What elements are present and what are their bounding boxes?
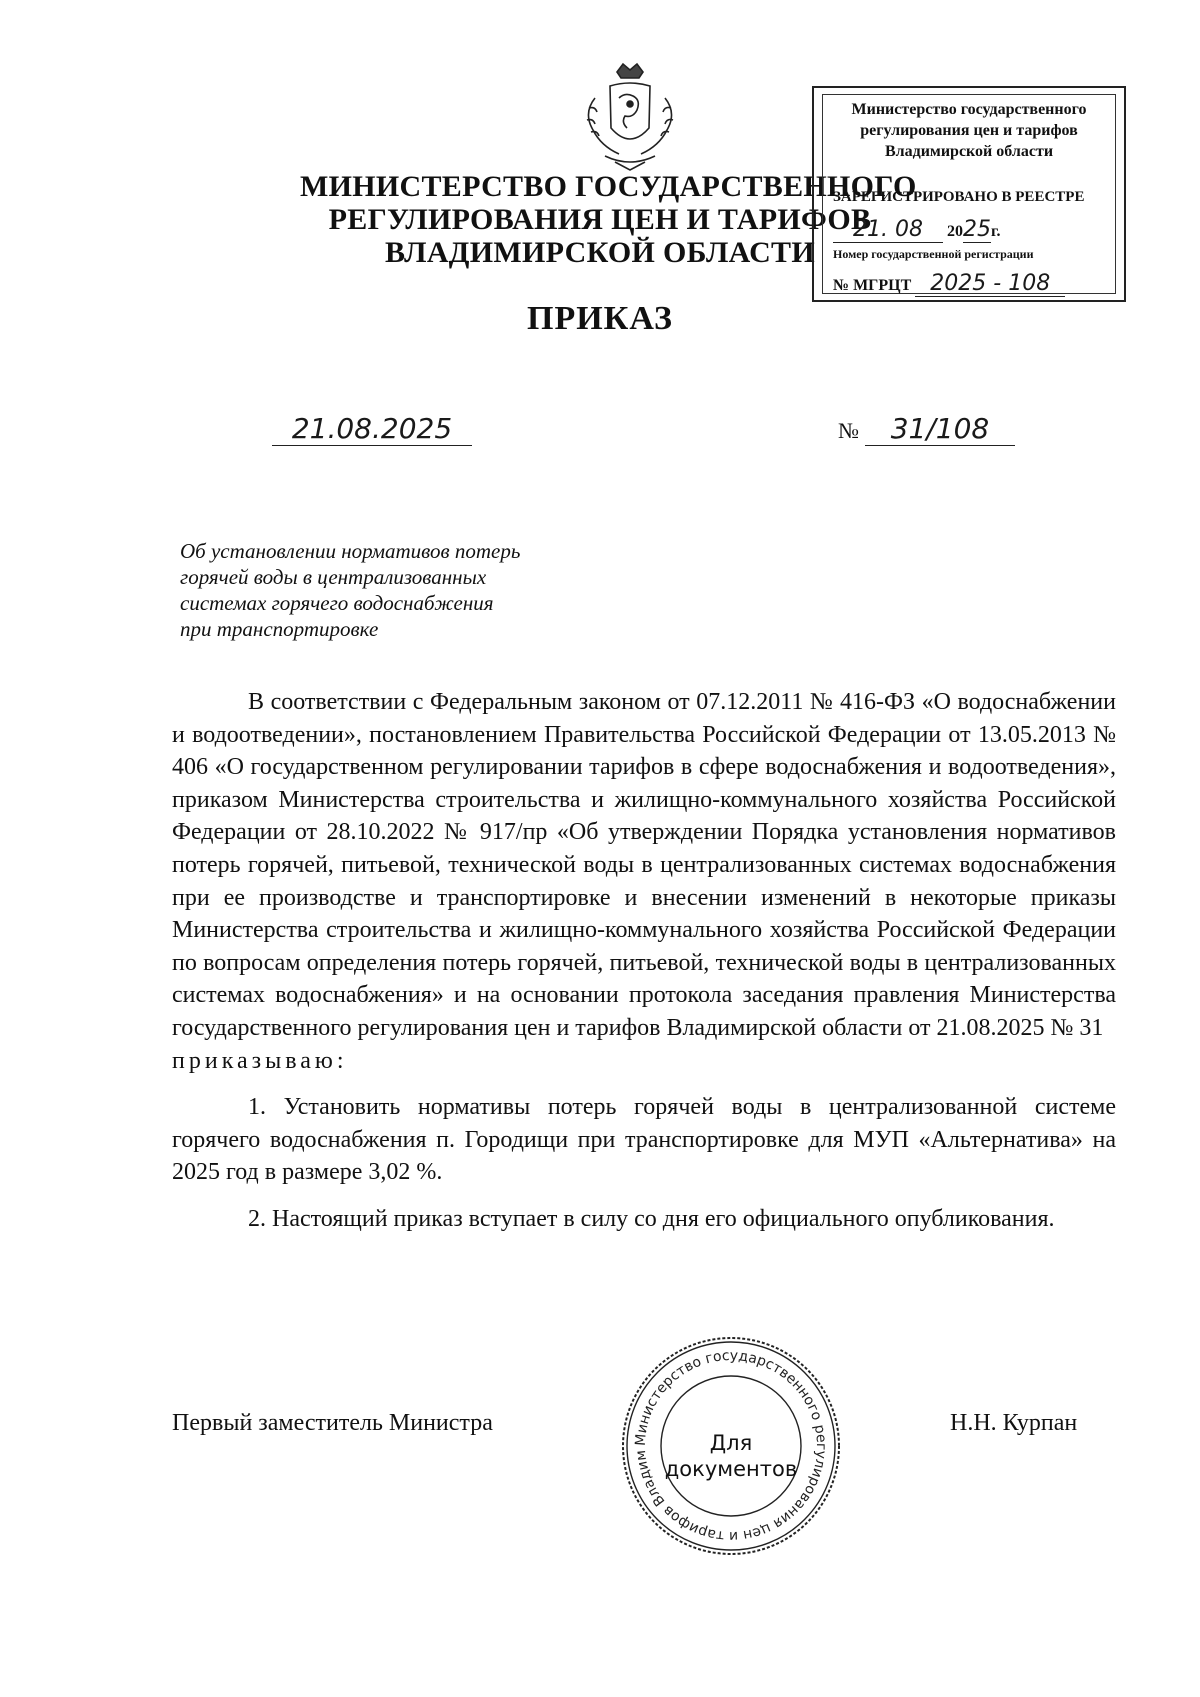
preamble-paragraph: В соответствии с Федеральным законом от 07.12.2011 № 416-ФЗ «О водоснабжении и водоотведении», постановлением Правительства Российской Федерации от 13.05.2013 № 406 «О государственном регулировании тарифов в сфере водоснабжения и водоотведения», приказом Министерства строительства и жилищно-коммунального хозяйства Российской Федерации от 28.10.2022 № 917/пр «Об утверждении Порядка установления нормативов потерь горячей, питьевой, технической воды в централизованных системах водоснабжения при ее производстве и транспортировке и внесении изменений в некоторые приказы Министерства строительства и жилищно-коммунального хозяйства Российской Федерации по вопросам определения потерь горячей, питьевой, технической воды в централизованных системах водоснабжения» и на основании протокола заседания правления Министерства государственного регулирования цен и тарифов Владимирской области от 21.08.2025 № 31	[172, 689, 1116, 1041]
order-item-1: 1. Установить нормативы потерь горячей воды в централизованной системе горячего водоснабжения п. Городищи при транспортировке для МУП «Альтернатива» на 2025 год в размере 3,02 %.	[172, 1094, 1116, 1186]
subject-line-4: при транспортировке	[180, 617, 379, 641]
stamp-year-suffix: г.	[991, 223, 1001, 240]
document-type: ПРИКАЗ	[527, 300, 673, 337]
stamp-frame	[822, 94, 1116, 294]
stamp-number-line	[833, 271, 1065, 297]
command-word: приказываю:	[172, 1047, 348, 1074]
seal-center-line-1: Для	[709, 1431, 753, 1455]
seal-center-line-2: документов	[664, 1457, 798, 1481]
title-line-1: МИНИСТЕРСТВО ГОСУДАРСТВЕННОГО	[300, 170, 917, 203]
coat-of-arms-emblem	[575, 58, 685, 178]
order-body	[172, 686, 1116, 1236]
order-date: 21.08.2025	[272, 412, 472, 446]
stamp-number-label: Номер государственной регистрации	[833, 247, 1034, 261]
seal-center-text	[620, 1430, 842, 1482]
stamp-org-line-3: Владимирской области	[884, 143, 1054, 160]
stamp-number-prefix: № МГРЦТ	[833, 277, 912, 294]
subject-line-1: Об установлении нормативов потерь	[180, 539, 521, 563]
stamp-handwritten-date: 21. 08	[833, 217, 943, 243]
official-seal	[620, 1335, 842, 1557]
signatory-name: Н.Н. Курпан	[950, 1410, 1078, 1436]
title-line-2: РЕГУЛИРОВАНИЯ ЦЕН И ТАРИФОВ	[328, 203, 872, 236]
subject-line-3: системах горячего водоснабжения	[180, 591, 494, 615]
signatory-position: Первый заместитель Министра	[172, 1410, 493, 1436]
order-number: 31/108	[865, 412, 1015, 446]
ministry-title	[300, 170, 917, 269]
registration-stamp	[812, 86, 1126, 302]
order-item-2: 2. Настоящий приказ вступает в силу со дня его официального опубликования.	[248, 1205, 1055, 1232]
stamp-handwritten-year: 25	[963, 217, 991, 242]
stamp-year-prefix: 20	[947, 223, 963, 240]
number-sign: №	[838, 418, 859, 443]
stamp-handwritten-number: 2025 - 108	[915, 271, 1065, 297]
seal-ring-text: Министерство государственного регулирования цен и тарифов Владим	[632, 1347, 830, 1545]
stamp-date-line	[833, 217, 1000, 243]
subject-line-2: горячей воды в централизованных	[180, 565, 487, 589]
title-line-3: ВЛАДИМИРСКОЙ ОБЛАСТИ	[385, 236, 815, 269]
order-number-line	[838, 412, 1015, 446]
order-subject	[180, 538, 600, 642]
stamp-registered-label: ЗАРЕГИСТРИРОВАНО В РЕЕСТРЕ	[833, 189, 1085, 205]
stamp-org-line-2: регулирования цен и тарифов	[860, 122, 1078, 139]
stamp-org-name	[823, 99, 1115, 162]
stamp-org-line-1: Министерство государственного	[851, 101, 1087, 118]
